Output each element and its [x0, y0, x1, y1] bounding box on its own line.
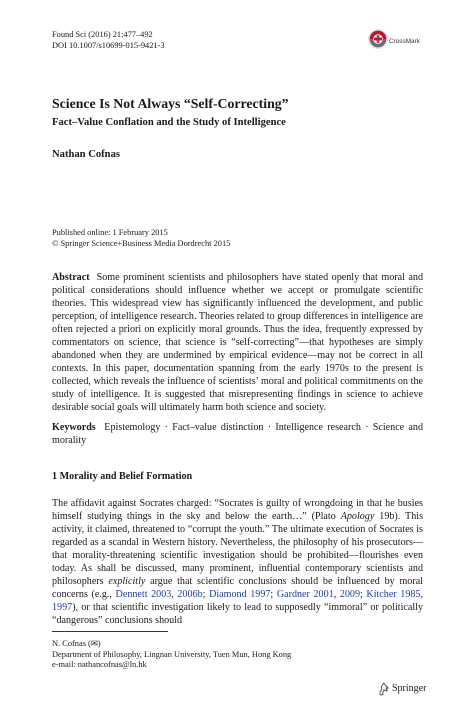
body-text-4: ), or that scientific investigation likely to lead to supposedly “immoral” or politically “dangerous” conclusions should — [52, 602, 423, 626]
citation-link-dennett-2003[interactable]: Dennett 2003 — [115, 589, 172, 600]
explicitly-emphasis: explicitly — [108, 576, 146, 587]
journal-reference: Found Sci (2016) 21:477–492 — [52, 30, 153, 39]
body-paragraph — [52, 497, 423, 627]
citation-separator: , — [171, 589, 178, 600]
citation-separator: ; — [360, 589, 367, 600]
citation-separator: ; — [202, 589, 210, 600]
footnote-author: N. Cofnas (✉) — [52, 639, 101, 648]
citation-link-gardner-2001[interactable]: Gardner 2001 — [276, 589, 334, 600]
body-text-1: The affidavit against Socrates charged: “Socrates is guilty of wrongdoing in that he busies himself studying things in the sky and below the earth…” (Plato — [52, 498, 423, 522]
springer-wordmark: Springer — [392, 683, 427, 694]
keywords-heading: Keywords — [52, 422, 96, 433]
doi: DOI 10.1007/s10699-015-9421-3 — [52, 41, 165, 50]
section-heading: 1 Morality and Belief Formation — [52, 471, 193, 482]
footnote-divider — [52, 631, 168, 632]
citation-link-gardner-2009[interactable]: 2009 — [339, 589, 360, 600]
article-subtitle: Fact–Value Conflation and the Study of Intelligence — [52, 117, 286, 128]
keywords — [52, 421, 423, 447]
citation-link-dennett-2006b[interactable]: 2006b — [177, 589, 203, 600]
citation-separator: ; — [270, 589, 277, 600]
springer-horse-icon — [377, 681, 390, 696]
apology-title: Apology — [340, 511, 375, 522]
body-text-2: 19b). This activity, it claimed, threatened to “corrupt the youth.” The ultimate execution of Socrates is regarded as a scandal in Western history. Nevertheless, the philosophy of his prosecutors—that morality-threatening scientific investigation should be prohibited—flourishes even today. As shall be discussed, many prominent, influential contemporary scientists and philosophers — [52, 511, 423, 587]
body-text-3: argue that scientific conclusions should be influenced by moral concerns (e.g., — [52, 576, 423, 600]
citation-link-kitcher-1997[interactable]: 1997 — [52, 602, 73, 613]
crossmark-icon — [368, 29, 388, 49]
footnote-email: e-mail: nathancofnas@ln.hk — [52, 660, 147, 669]
abstract — [52, 271, 423, 414]
crossmark-label: CrossMark — [389, 38, 420, 45]
copyright-notice: © Springer Science+Business Media Dordrecht 2015 — [52, 239, 231, 248]
citation-link-kitcher-1985[interactable]: Kitcher 1985 — [366, 589, 421, 600]
citation-separator: , — [420, 589, 423, 600]
footnote-affiliation: Department of Philosophy, Lingnan University, Tuen Mun, Hong Kong — [52, 650, 292, 659]
crossmark-badge[interactable] — [365, 27, 425, 59]
citation-link-diamond-1997[interactable]: Diamond 1997 — [209, 589, 271, 600]
keywords-text: Epistemology · Fact–value distinction · Intelligence research · Science and morality — [52, 422, 423, 446]
citation-separator: , — [333, 589, 340, 600]
published-date: Published online: 1 February 2015 — [52, 228, 168, 237]
article-title: Science Is Not Always “Self-Correcting” — [52, 96, 289, 111]
author-name: Nathan Cofnas — [52, 149, 120, 160]
abstract-text: Some prominent scientists and philosophers have stated openly that moral and political considerations should influence whether we accept or promulgate scientific theories. This widespread view has significantly influenced the development, and public perception, of intelligence research. Theories related to group differences in intelligence are often rejected a priori on explicitly moral grounds. Thus the idea, frequently expressed by commentators on science, that science is “self-correcting”—that hypotheses are simply abandoned when they are undermined by empirical evidence—may not be correct in all contexts. In this paper, documentation spanning from the early 1970s to the present is collected, which reveals the influence of scientists’ moral and political commitments on the study of intelligence. It is suggested that misrepresenting findings in science to achieve desirable social goals will ultimately harm both science and society. — [52, 272, 423, 413]
abstract-heading: Abstract — [52, 272, 90, 283]
